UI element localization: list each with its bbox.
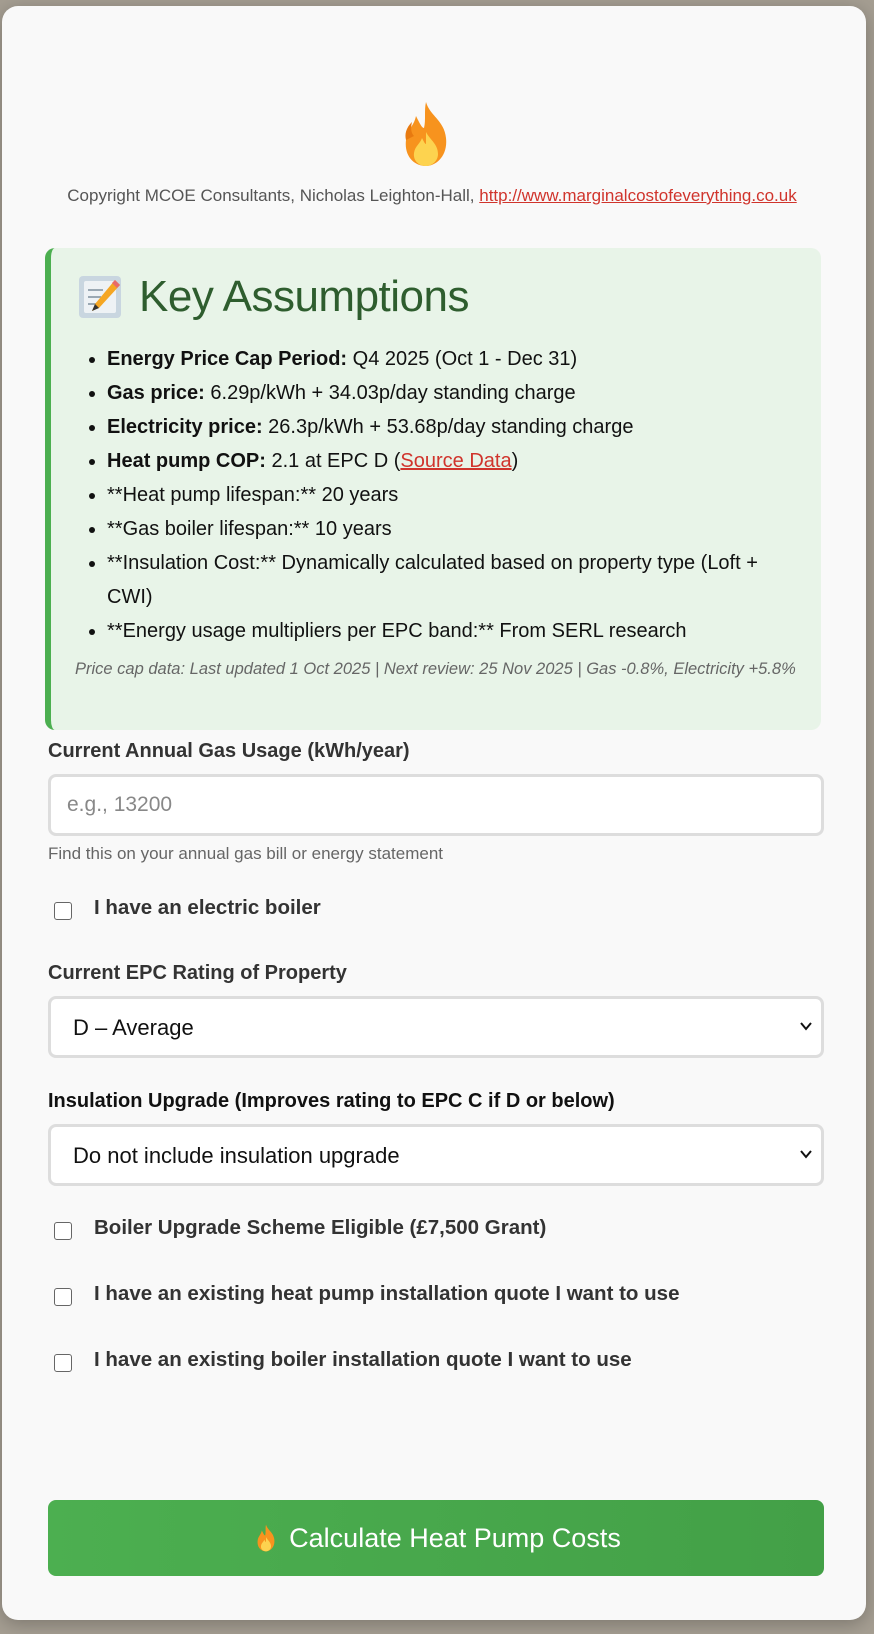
insulation-label: Insulation Upgrade (Improves rating to EPC C if D or below) bbox=[48, 1090, 615, 1112]
hp-quote-checkbox[interactable] bbox=[54, 1288, 72, 1306]
chevron-down-icon bbox=[799, 1019, 813, 1033]
calculator-card bbox=[2, 6, 866, 1620]
electric-boiler-checkbox[interactable] bbox=[54, 902, 72, 920]
bus-eligible-checkbox[interactable] bbox=[54, 1222, 72, 1240]
boiler-quote-checkbox[interactable] bbox=[54, 1354, 72, 1372]
assumptions-header bbox=[77, 272, 469, 322]
assumption-gas-price: • Gas price: 6.29p/kWh + 34.03p/day standing charge bbox=[107, 376, 807, 410]
epc-select[interactable] bbox=[48, 996, 824, 1058]
website-link[interactable]: http://www.marginalcostofeverything.co.uk bbox=[479, 186, 797, 205]
copyright-line bbox=[44, 186, 820, 206]
epc-selected-value: D – Average bbox=[73, 1015, 194, 1040]
fire-icon bbox=[390, 98, 462, 170]
calculate-button-label: Calculate Heat Pump Costs bbox=[289, 1522, 621, 1553]
chevron-down-icon bbox=[799, 1147, 813, 1161]
electric-boiler-label: I have an electric boiler bbox=[94, 896, 321, 919]
gas-usage-hint: Find this on your annual gas bill or energy statement bbox=[48, 844, 444, 863]
price-cap-note: Price cap data: Last updated 1 Oct 2025 | Next review: 25 Nov 2025 | Gas -0.8%, Electricity +5.8% bbox=[75, 660, 796, 678]
boiler-quote-row[interactable] bbox=[54, 1348, 632, 1372]
calculate-button[interactable] bbox=[48, 1500, 824, 1576]
key-assumptions-panel bbox=[45, 248, 821, 730]
assumptions-list bbox=[81, 342, 807, 648]
assumption-heat-pump-cop: • Heat pump COP: 2.1 at EPC D (Source Data) bbox=[107, 444, 807, 478]
source-data-link[interactable]: Source Data bbox=[400, 450, 512, 472]
copyright-text: Copyright MCOE Consultants, Nicholas Leighton-Hall, bbox=[67, 186, 475, 205]
hp-quote-label: I have an existing heat pump installation quote I want to use bbox=[94, 1282, 680, 1305]
assumption-insulation-cost: • **Insulation Cost:** Dynamically calculated based on property type (Loft + CWI) bbox=[107, 546, 807, 614]
bus-eligible-row[interactable] bbox=[54, 1216, 546, 1240]
epc-label: Current EPC Rating of Property bbox=[48, 962, 347, 984]
hp-quote-row[interactable] bbox=[54, 1282, 679, 1306]
assumptions-title: Key Assumptions bbox=[139, 272, 469, 321]
assumption-heat-pump-lifespan: • **Heat pump lifespan:** 20 years bbox=[107, 478, 807, 512]
insulation-selected-value: Do not include insulation upgrade bbox=[73, 1143, 400, 1168]
gas-usage-input[interactable] bbox=[51, 777, 821, 833]
insulation-select[interactable] bbox=[48, 1124, 824, 1186]
memo-icon bbox=[77, 274, 123, 320]
fire-icon bbox=[251, 1523, 281, 1553]
assumption-energy-multipliers: • **Energy usage multipliers per EPC band:** From SERL research bbox=[107, 614, 807, 648]
electric-boiler-row[interactable] bbox=[54, 896, 321, 920]
assumption-boiler-lifespan: • **Gas boiler lifespan:** 10 years bbox=[107, 512, 807, 546]
bus-eligible-label: Boiler Upgrade Scheme Eligible (£7,500 Grant) bbox=[94, 1216, 547, 1239]
gas-usage-label: Current Annual Gas Usage (kWh/year) bbox=[48, 740, 410, 762]
assumption-electricity-price: • Electricity price: 26.3p/kWh + 53.68p/day standing charge bbox=[107, 410, 807, 444]
boiler-quote-label: I have an existing boiler installation quote I want to use bbox=[94, 1348, 632, 1371]
assumption-price-cap-period: • Energy Price Cap Period: Q4 2025 (Oct 1 - Dec 31) bbox=[107, 342, 807, 376]
gas-usage-field[interactable] bbox=[48, 774, 824, 836]
